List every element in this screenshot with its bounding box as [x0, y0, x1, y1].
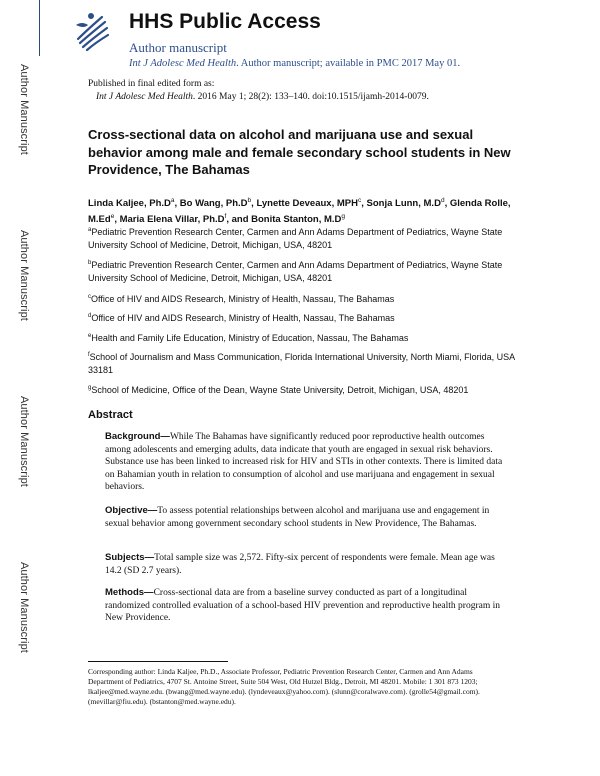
author-name: Lynette Deveaux, MPH: [256, 198, 358, 210]
methods-text: Cross-sectional data are from a baseline survey conducted as part of a longitudinal randomized controlled evaluation of a school-based HIV prevention and reproductive health program in New Providence.: [105, 588, 500, 623]
author-separator: ,: [444, 198, 450, 210]
side-label-3: Author Manuscript: [18, 396, 30, 487]
author-name: Glenda Rolle, M.Ed: [88, 198, 511, 226]
citation-journal: Int J Adolesc Med Health: [96, 92, 193, 102]
author-name: Bonita Stanton, M.D: [251, 214, 342, 226]
affiliation-c-text: Office of HIV and AIDS Research, Ministry of Health, Nassau, The Bahamas: [91, 294, 395, 304]
hhs-eagle-logo-icon: [72, 9, 112, 53]
abstract-methods: [105, 587, 505, 625]
side-label-2: Author Manuscript: [18, 230, 30, 321]
author-manuscript-label: Author manuscript: [129, 40, 227, 55]
publication-info: [88, 78, 429, 104]
journal-name: Int J Adolesc Med Health: [129, 58, 237, 69]
affiliation-d: [88, 310, 518, 325]
author-affiliation-marker: f: [224, 213, 227, 221]
author-name: Maria Elena Villar, Ph.D: [119, 214, 225, 226]
objective-label: Objective—: [105, 505, 158, 516]
hhs-title: HHS Public Access: [129, 10, 321, 33]
affiliation-b-marker: b: [88, 260, 92, 266]
affiliation-e: [88, 330, 518, 345]
author-affiliation-marker: g: [341, 213, 346, 221]
author-affiliation-marker: c: [357, 197, 362, 204]
citation-details: . 2016 May 1; 28(2): 133–140. doi:10.1515/ijamh-2014-0079.: [192, 92, 429, 102]
affiliation-e-text: Health and Family Life Education, Ministry of Education, Nassau, The Bahamas: [91, 333, 409, 343]
affiliation-g-text: School of Medicine, Office of the Dean, Wayne State University, Detroit, Michigan, USA, 48201: [91, 385, 469, 395]
author-affiliation-marker: e: [110, 213, 115, 221]
published-label: Published in final edited form as:: [88, 79, 215, 89]
affiliation-d-marker: d: [88, 313, 92, 319]
background-label: Background—: [105, 431, 170, 442]
author-affiliation-marker: b: [247, 197, 252, 204]
article-title: Cross-sectional data on alcohol and marijuana use and sexual behavior among male and female secondary school students in New Providence, The Bahamas: [88, 127, 511, 177]
corresponding-author-footnote: Corresponding author: Linda Kaljee, Ph.D., Associate Professor, Pediatric Prevention Research Center, Carmen and Ann Adams Department of Pediatrics, 4707 St. Antoine Street, Suite 504 West, Old Hutzel Bldg., Detroit, MI 48201. Mobile: 1 301 873 1203; lkaljee@med.wayne.edu. (bwang@med.wayne.edu). (lyndeveaux@yahoo.com). (slunn@coralwave.com). (grolle54@gmail.com). (mevillar@fiu.edu). (bstanton@med.wayne.edu).: [88, 667, 480, 706]
affiliation-f: [88, 349, 518, 376]
affiliation-a-marker: a: [88, 227, 92, 233]
affiliation-a-text: Pediatric Prevention Research Center, Carmen and Ann Adams Department of Pediatrics, Wayne State University School of Medicine, Detroit, Michigan, USA, 48201: [88, 227, 503, 250]
affiliation-g-marker: g: [88, 385, 92, 391]
affiliation-f-text: School of Journalism and Mass Communication, Florida International University, North Miami, Florida, USA 33181: [88, 352, 515, 375]
side-label-1: Author Manuscript: [18, 64, 30, 155]
author-separator: ,: [251, 198, 257, 210]
footnote-rule: [88, 661, 228, 662]
affiliation-c-marker: c: [88, 294, 91, 300]
affiliation-f-marker: f: [88, 352, 90, 358]
author-name: Sonja Lunn, M.D: [366, 198, 441, 210]
citation-line: [88, 91, 429, 104]
abstract-subjects: [105, 552, 505, 577]
objective-text: To assess potential relationships between alcohol and marijuana use and engagement in sexual behavior among government secondary school students in New Providence, The Bahamas.: [105, 506, 490, 529]
affiliation-e-marker: e: [88, 333, 92, 339]
side-label-4: Author Manuscript: [18, 562, 30, 653]
affiliation-b: [88, 257, 518, 284]
affiliation-d-text: Office of HIV and AIDS Research, Ministry of Health, Nassau, The Bahamas: [91, 313, 395, 323]
author-separator: ,: [361, 198, 367, 210]
side-margin: [0, 0, 40, 776]
author-affiliation-marker: a: [170, 197, 175, 204]
author-name: Linda Kaljee, Ph.D: [88, 198, 171, 210]
methods-label: Methods—: [105, 587, 154, 598]
subjects-text: Total sample size was 2,572. Fifty-six percent of respondents were female. Mean age was 14.2 (SD 2.7 years).: [105, 553, 495, 576]
author-affiliation-marker: d: [440, 197, 445, 204]
abstract-objective: [105, 505, 505, 530]
availability-text: . Author manuscript; available in PMC 2017 May 01.: [236, 58, 461, 69]
abstract-heading: Abstract: [88, 409, 133, 421]
abstract-background: [105, 431, 505, 494]
author-name: Bo Wang, Ph.D: [179, 198, 248, 210]
subjects-label: Subjects—: [105, 552, 155, 563]
author-separator: ,: [114, 214, 120, 226]
author-separator: ,: [174, 198, 180, 210]
author-list: [88, 194, 518, 226]
affiliation-a: [88, 224, 518, 251]
affiliation-c: [88, 291, 518, 306]
availability-line: [129, 58, 460, 69]
affiliation-g: [88, 382, 518, 397]
author-separator: , and: [226, 214, 252, 226]
background-text: While The Bahamas have significantly reduced poor reproductive health outcomes among adolescents and emerging adults, data indicate that youth are engaged in sexual risk behaviors. Substance use has been linked to increased risk for HIV and STIs in other contexts. There is limited data on Bahamian youth in relation to consumption of alcohol and use marijuana and engagement in sexual behaviors.: [105, 432, 503, 492]
affiliation-b-text: Pediatric Prevention Research Center, Carmen and Ann Adams Department of Pediatrics, Wayne State University School of Medicine, Detroit, Michigan, USA, 48201: [88, 260, 503, 283]
header-divider: [39, 0, 40, 56]
